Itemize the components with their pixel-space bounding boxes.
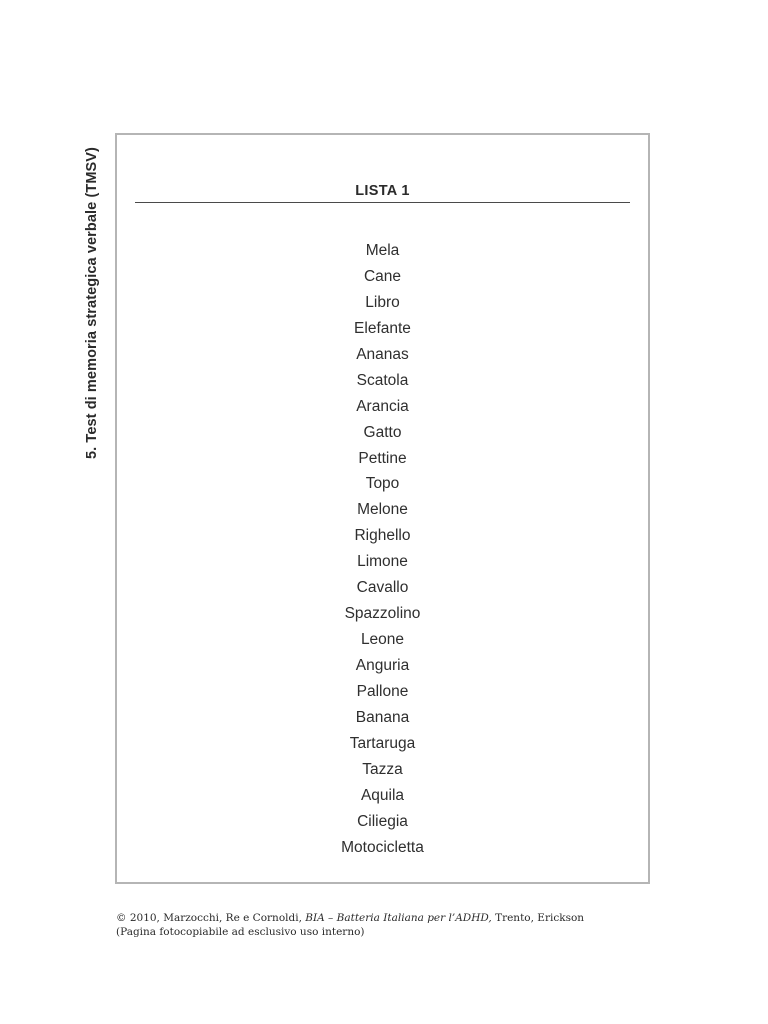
usage-note: (Pagina fotocopiabile ad esclusivo uso interno) [116, 926, 365, 938]
word-item: Pettine [358, 449, 407, 467]
word-item: Mela [365, 242, 400, 259]
word-item: Righello [354, 527, 411, 545]
word-item: Cane [363, 267, 402, 285]
word-list [117, 238, 648, 861]
word-item: Pallone [356, 682, 409, 700]
word-item: Tartaruga [349, 734, 416, 752]
word-item: Arancia [356, 397, 409, 415]
list-heading: LISTA 1 [355, 183, 410, 199]
word-item: Topo [365, 475, 400, 493]
word-item: Banana [355, 708, 410, 726]
heading-divider [135, 202, 630, 203]
word-item: Ciliegia [357, 812, 408, 830]
word-item: Cavallo [356, 579, 409, 597]
footer [116, 911, 584, 939]
word-item: Leone [360, 631, 405, 649]
word-item: Aquila [360, 786, 405, 804]
book-title: BIA – Batteria Italiana per l’ADHD, [305, 912, 492, 924]
word-item: Tazza [362, 760, 403, 778]
word-item: Melone [357, 501, 408, 519]
word-item: Anguria [355, 657, 410, 674]
section-title: 5. Test di memoria strategica verbale (TMSV) [84, 147, 100, 459]
copyright-line [116, 911, 584, 925]
copyright-suffix: Trento, Erickson [491, 912, 585, 924]
word-item: Spazzolino [344, 605, 421, 623]
word-item: Ananas [356, 345, 409, 363]
word-item: Motocicletta [341, 838, 424, 856]
word-item: Gatto [363, 423, 402, 441]
word-item: Libro [365, 293, 400, 311]
word-item: Elefante [354, 319, 411, 337]
copyright-prefix: © 2010, Marzocchi, Re e Cornoldi, [116, 912, 306, 924]
word-list-box [115, 133, 650, 884]
word-item: Scatola [356, 371, 409, 389]
word-item: Limone [357, 553, 408, 571]
